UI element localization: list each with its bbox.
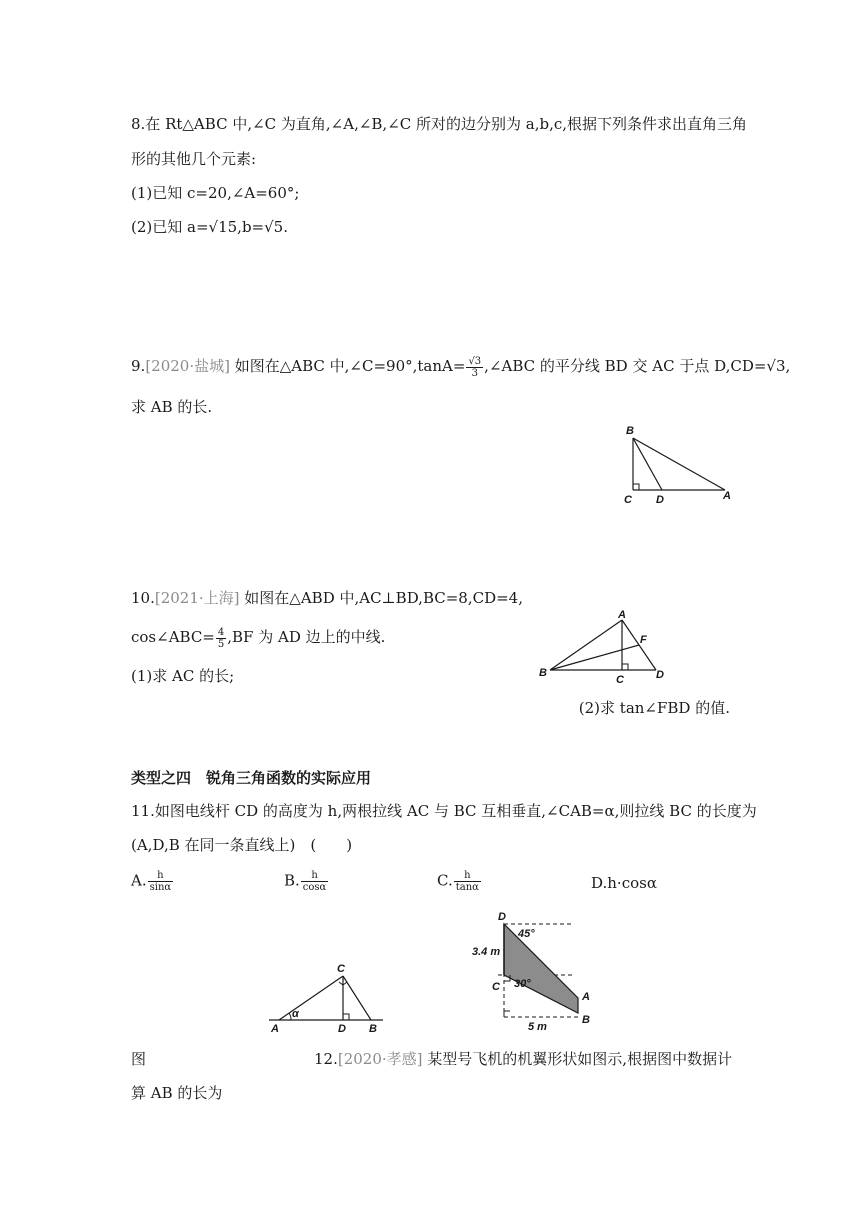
q9-figure [618,420,738,510]
q9-frac-den: 3 [471,367,478,379]
q9-label-d: D [656,494,664,506]
q12-line1 [314,1048,732,1069]
q11-option-d[interactable] [591,874,657,892]
q10-label-b: B [539,667,547,679]
q10-line2-a: cos∠ABC= [131,628,215,646]
q11-caption: 图 [131,1050,147,1068]
q9-source: [2020·盐城] [145,357,230,375]
q8-part1: (1)已知 c=20,∠A=60°; [131,184,300,202]
option-c-fraction [454,870,481,893]
q12-label-height: 3.4 m [472,946,501,958]
q12-label-d: D [498,911,506,923]
q10-label-d: D [656,669,664,681]
q10-label-a: A [618,609,626,621]
q12-line2: 算 AB 的长为 [131,1084,223,1102]
q9-line1 [131,355,790,379]
q10-line2 [131,626,385,650]
q9-label-c: C [624,494,632,506]
q12-figure [470,905,610,1035]
q10-number: 10. [131,589,155,607]
q9-text-a: 如图在△ABC 中,∠C=90°,tanA= [234,357,466,375]
q10-frac-num: 4 [217,626,225,638]
section-title: 类型之四 锐角三角函数的实际应用 [131,769,372,787]
q12-number: 12. [314,1050,338,1068]
option-b-num: h [301,870,329,882]
q9-fraction [466,356,483,379]
option-c-letter: C. [437,871,453,890]
q11-option-c[interactable] [437,870,482,893]
q10-part1: (1)求 AC 的长; [131,667,235,685]
q10-label-c: C [616,674,624,686]
q12-text-a: 某型号飞机的机翼形状如图示,根据图中数据计 [427,1050,733,1068]
q12-source: [2020·孝感] [337,1050,423,1068]
q10-line1 [131,587,523,608]
q9-frac-num: √3 [468,355,482,367]
option-a-letter: A. [131,871,147,890]
option-b-fraction [301,870,329,893]
q11-label-b: B [369,1023,377,1035]
q10-line2-b: ,BF 为 AD 边上的中线. [227,628,386,646]
option-a-fraction [148,870,174,893]
q9-label-a: A [723,490,731,502]
q8-part2: (2)已知 a=√15,b=√5. [131,218,288,236]
option-d-text: h·cosα [607,874,657,892]
q11-option-b[interactable] [284,870,329,893]
option-b-letter: B. [284,871,300,890]
q10-text-a: 如图在△ABD 中,AC⊥BD,BC=8,CD=4, [244,589,523,607]
q10-label-f: F [640,634,647,646]
q12-label-b: B [582,1014,590,1026]
option-a-num: h [148,870,174,882]
q11-label-a: A [271,1023,279,1035]
q10-source: [2021·上海] [154,589,240,607]
option-c-num: h [454,870,481,882]
q10-part2: (2)求 tan∠FBD 的值. [578,699,730,717]
q12-label-width: 5 m [528,1021,547,1033]
q9-number: 9. [131,357,146,375]
q10-frac-den: 5 [217,638,225,650]
q12-label-angle2: 30° [514,978,531,990]
q12-label-a: A [582,991,590,1003]
option-d-letter: D. [591,874,608,892]
q11-line2: (A,D,B 在同一条直线上) ( ) [131,836,353,854]
q9-line2: 求 AB 的长. [131,398,213,416]
q10-fraction [216,627,226,650]
q11-label-c: C [337,963,345,975]
q9-label-b: B [626,425,634,437]
option-c-den: tanα [455,882,479,893]
q11-figure [265,958,390,1038]
option-b-den: cosα [302,882,327,893]
q11-line1: 11.如图电线杆 CD 的高度为 h,两根拉线 AC 与 BC 互相垂直,∠CAB=α,则拉线 BC 的长度为 [131,802,757,820]
q12-label-c: C [492,981,500,993]
q11-label-alpha: α [292,1008,299,1020]
q10-figure [536,608,676,688]
q8-line1: 8.在 Rt△ABC 中,∠C 为直角,∠A,∠B,∠C 所对的边分别为 a,b,c,根据下列条件求出直角三角 [131,115,748,133]
option-a-den: sinα [149,882,172,893]
q11-label-d: D [338,1023,346,1035]
q11-option-a[interactable] [131,870,174,893]
q12-label-angle1: 45° [518,928,535,940]
q8-line2: 形的其他几个元素: [131,150,257,168]
q9-text-b: ,∠ABC 的平分线 BD 交 AC 于点 D,CD=√3, [484,357,791,375]
